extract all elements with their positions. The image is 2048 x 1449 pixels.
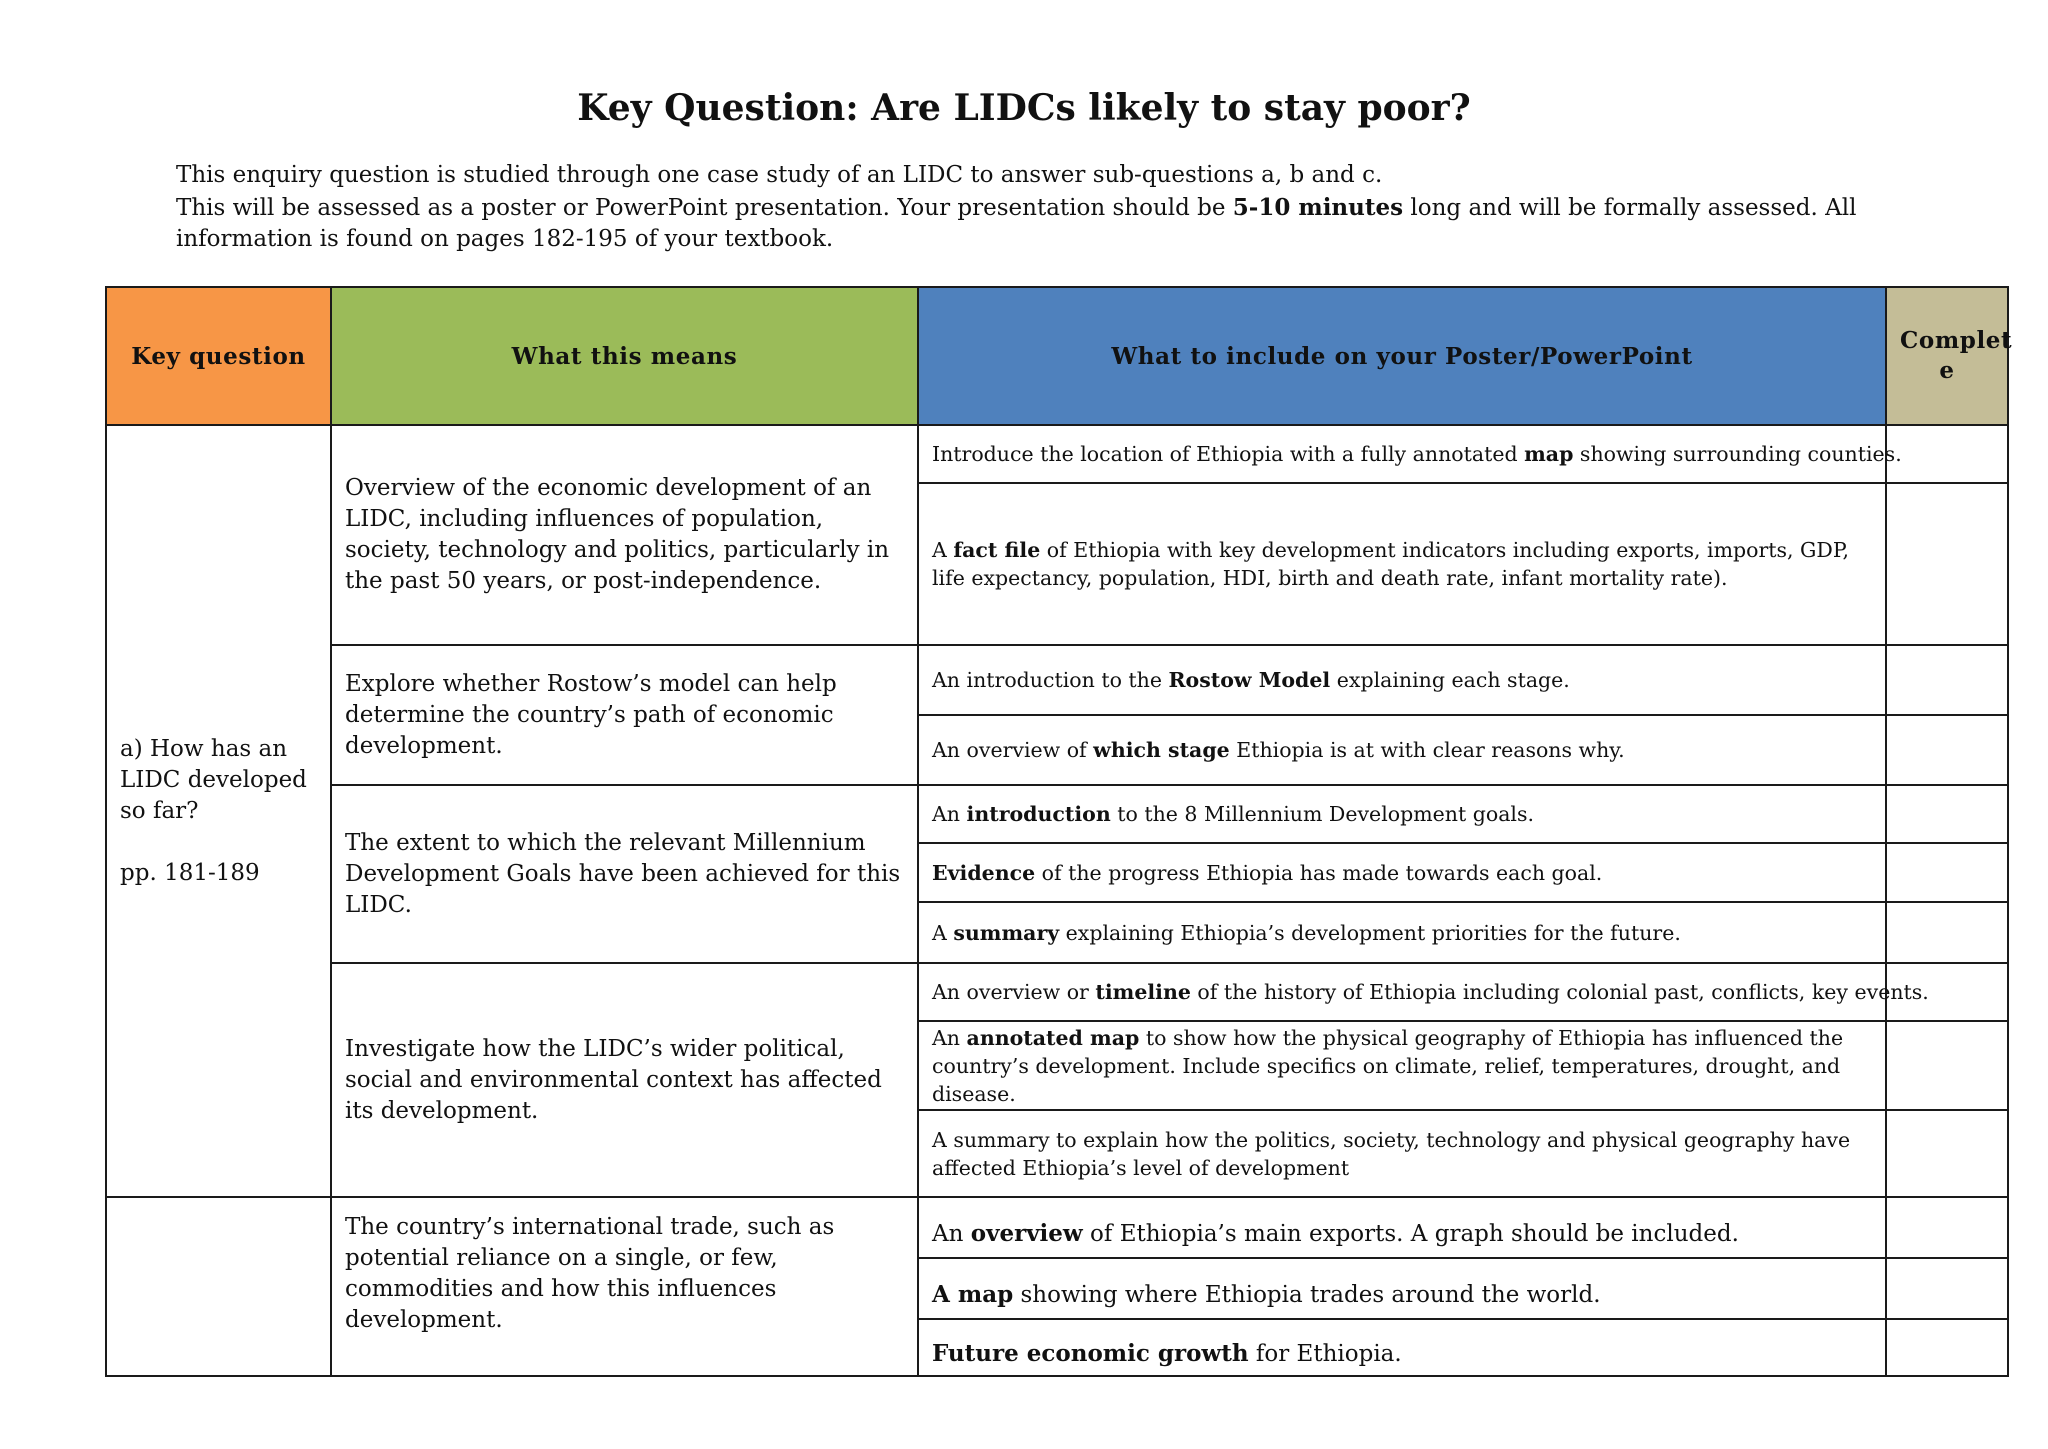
include-keyword: annotated map [966,1025,1140,1050]
means-cell: Investigate how the LIDC’s wider political, social and environmental context has affected its development. [331,963,918,1197]
include-text: of Ethiopia’s main exports. A graph should be included. [1082,1220,1739,1247]
include-text: to the 8 Millennium Development goals. [1110,802,1535,826]
key-question-a [106,425,331,1197]
complete-checkbox[interactable] [1886,1319,2008,1376]
complete-checkbox[interactable] [1886,902,2008,963]
include-item [918,902,1886,963]
header-complete-line: e [1939,357,1955,384]
include-text: explaining Ethiopia’s development priorities for the future. [1059,920,1681,945]
intro-line-2 [176,192,1876,256]
means-cell: Explore whether Rostow’s model can help determine the country’s path of economic development. [331,645,918,785]
include-text: explaining each stage. [1330,668,1570,692]
header-row [106,287,2008,425]
include-text: to show how the physical geography of Ethiopia has influenced the country’s development. Include specifics on climate, relief, temperatures, drought, and disease. [932,1025,1844,1106]
include-keyword: Evidence [932,860,1036,885]
intro-text-part: long and will be formally assessed. All information is found on pages 182-195 of your textbook. [176,194,1857,252]
complete-checkbox[interactable] [1886,425,2008,483]
include-keyword: overview [970,1219,1083,1247]
include-text: An [932,1220,971,1247]
intro-duration: 5-10 minutes [1232,193,1404,221]
means-cell: Overview of the economic development of an LIDC, including influences of population, society, technology and politics, particularly in the past 50 years, or post-independence. [331,425,918,645]
intro-text-part: This will be assessed as a poster or PowerPoint presentation. Your presentation should be [176,194,1233,221]
include-text: Ethiopia is at with clear reasons why. [1229,738,1625,762]
include-text: An overview of [932,738,1094,762]
key-question-a-pages: pp. 181-189 [120,859,260,886]
table-row [106,645,2008,715]
include-text: A [932,920,954,945]
include-text: of Ethiopia with key development indicators including exports, imports, GDP, life expectancy, population, HDI, birth and death rate, infant mortality rate). [932,538,1850,590]
means-cell: The country’s international trade, such as potential reliance on a single, or few, commodities and how this influences development. [331,1197,918,1376]
table-row [106,785,2008,843]
include-keyword: introduction [966,802,1111,826]
include-text: showing where Ethiopia trades around the world. [1013,1281,1601,1308]
intro-text [176,160,1876,256]
header-complete [1886,287,2013,425]
include-item [918,425,1902,483]
include-keyword: map [1524,442,1574,466]
include-item [918,1319,1886,1376]
include-text: A summary to explain how the politics, society, technology and physical geography have affected Ethiopia’s level of development [932,1127,1851,1180]
include-item [918,843,1886,902]
include-text: showing surrounding counties. [1573,442,1902,466]
include-text: An [932,802,967,826]
include-keyword: A map [932,1280,1014,1308]
include-text: Introduce the location of Ethiopia with a fully annotated [932,442,1525,466]
include-keyword: fact file [953,538,1041,562]
include-text: An overview or [932,980,1096,1004]
include-item [918,1110,1886,1197]
header-what-this-means: What this means [331,287,918,425]
header-complete-line: Complet [1900,327,2013,354]
intro-line-1: This enquiry question is studied through one case study of an LIDC to answer sub-questions a, b and c. [176,162,1383,188]
page-title: Key Question: Are LIDCs likely to stay poor? [577,87,1471,129]
complete-checkbox[interactable] [1886,785,2008,843]
means-cell: The extent to which the relevant Millennium Development Goals have been achieved for this LIDC. [331,785,918,963]
include-item [918,1197,1886,1258]
include-item [918,1258,1886,1319]
include-keyword: Future economic growth [932,1339,1249,1367]
table-row [106,425,2008,483]
complete-checkbox[interactable] [1886,1021,2008,1110]
assessment-table [105,286,2013,1377]
include-keyword: timeline [1095,980,1191,1004]
include-item [918,483,1886,645]
include-text: for Ethiopia. [1248,1340,1402,1367]
key-question-a-text: a) How has an LIDC developed so far? [120,735,307,824]
table-row [106,963,2008,1021]
complete-checkbox[interactable] [1886,715,2008,785]
include-item [918,715,1886,785]
include-keyword: which stage [1093,738,1230,762]
include-item [918,1021,1886,1110]
table-row [106,1197,2008,1258]
key-question-b [106,1197,331,1376]
include-item [918,963,1929,1021]
header-what-to-include: What to include on your Poster/PowerPoint [918,287,1886,425]
complete-checkbox[interactable] [1886,1258,2008,1319]
complete-checkbox[interactable] [1886,483,2008,645]
complete-checkbox[interactable] [1886,1197,2008,1258]
complete-checkbox[interactable] [1886,1110,2008,1197]
include-text: of the progress Ethiopia has made towards each goal. [1035,860,1603,885]
header-key-question: Key question [106,287,331,425]
include-text: An introduction to the [932,668,1169,692]
include-text: An [932,1025,967,1050]
include-text: A [932,538,954,562]
complete-checkbox[interactable] [1886,843,2008,902]
include-item [918,645,1886,715]
complete-checkbox[interactable] [1886,645,2008,715]
include-keyword: Rostow Model [1168,668,1331,692]
include-item [918,785,1886,843]
include-keyword: summary [953,920,1060,945]
include-text: of the history of Ethiopia including colonial past, conflicts, key events. [1190,980,1929,1004]
